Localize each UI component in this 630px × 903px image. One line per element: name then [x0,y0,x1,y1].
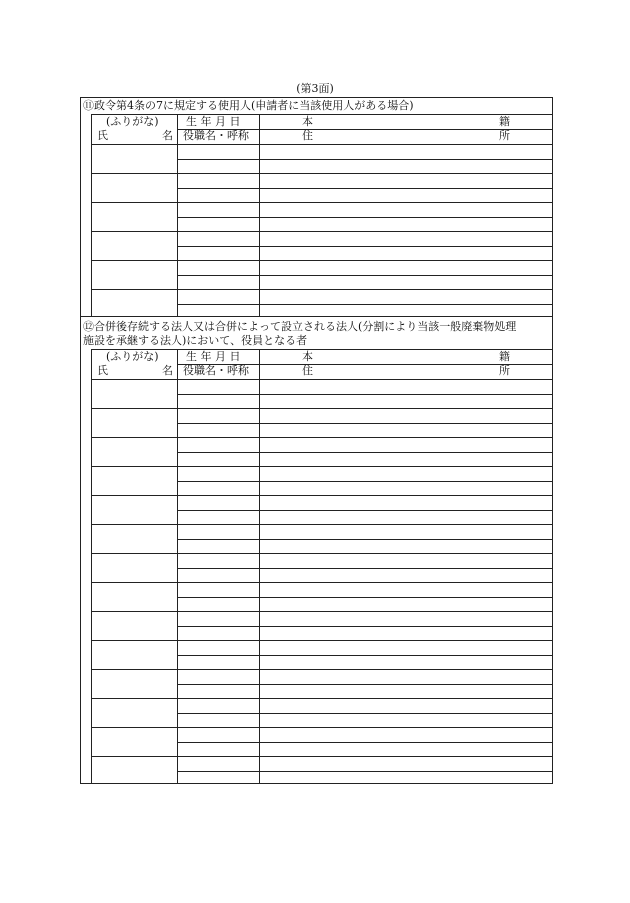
row-separator [91,727,552,728]
row-mid-line [177,275,552,276]
section2-header-name-a: 氏 [97,364,108,377]
section1-header-name-b: 名 [162,129,173,142]
section1-header-name-a: 氏 [97,129,108,142]
row-mid-line [177,655,552,656]
table-top-line [91,349,552,350]
section2-header-honseki-b: 籍 [499,350,510,363]
section2-header-name-b: 名 [162,364,173,377]
row-mid-line [177,510,552,511]
row-separator [91,582,552,583]
row-mid-line [177,159,552,160]
row-separator [91,524,552,525]
row-mid-line [177,597,552,598]
row-separator [91,173,552,174]
section1-header-address-b: 所 [499,129,510,142]
left-indent-line [91,349,92,784]
row-mid-line [177,568,552,569]
row-mid-line [177,217,552,218]
section1-header-honseki-b: 籍 [499,115,510,128]
row-mid-line [177,684,552,685]
form-frame [80,97,553,784]
row-separator [91,144,552,145]
section2-header-address-a: 住 [302,364,313,377]
row-separator [91,437,552,438]
section2-header-birth: 生 年 月 日 [186,350,241,363]
section-divider [80,316,553,317]
row-separator [91,553,552,554]
col2-line [259,349,260,784]
row-separator [91,260,552,261]
row-separator [91,611,552,612]
section2-header-honseki-a: 本 [302,350,313,363]
section1-title: ⑪政令第4条の7に規定する使用人(申請者に当該使用人がある場合) [83,99,414,112]
row-separator [91,698,552,699]
row-separator [91,466,552,467]
row-separator [91,202,552,203]
row-separator [91,495,552,496]
row-mid-line [177,394,552,395]
row-mid-line [177,246,552,247]
row-mid-line [177,188,552,189]
row-separator [91,289,552,290]
row-mid-line [177,452,552,453]
section1-header-birth: 生 年 月 日 [186,115,241,128]
section1-header-position: 役職名・呼称 [183,129,249,142]
table-top-line [91,114,552,115]
section2-header-address-b: 所 [499,364,510,377]
section2-header-position: 役職名・呼称 [183,364,249,377]
row-separator [91,408,552,409]
section2-title-line1: ⑫合併後存続する法人又は合併によって設立される法人(分割により当該一般廃棄物処理 [83,320,517,333]
row-mid-line [177,771,552,772]
row-mid-line [177,304,552,305]
row-separator [91,640,552,641]
row-mid-line [177,742,552,743]
section2-title-line2: 施設を承継する法人)において、役員となる者 [83,334,308,347]
section1-header-honseki-a: 本 [302,115,313,128]
row-separator [91,669,552,670]
page-label: (第3面) [296,82,334,95]
row-separator [91,231,552,232]
row-separator [91,379,552,380]
col1-line [177,349,178,784]
section1-header-furigana: (ふりがな) [106,115,159,128]
section1-header-address-a: 住 [302,129,313,142]
row-mid-line [177,626,552,627]
section2-header-furigana: (ふりがな) [106,350,159,363]
row-mid-line [177,423,552,424]
row-separator [91,756,552,757]
row-mid-line [177,539,552,540]
row-mid-line [177,713,552,714]
row-mid-line [177,481,552,482]
